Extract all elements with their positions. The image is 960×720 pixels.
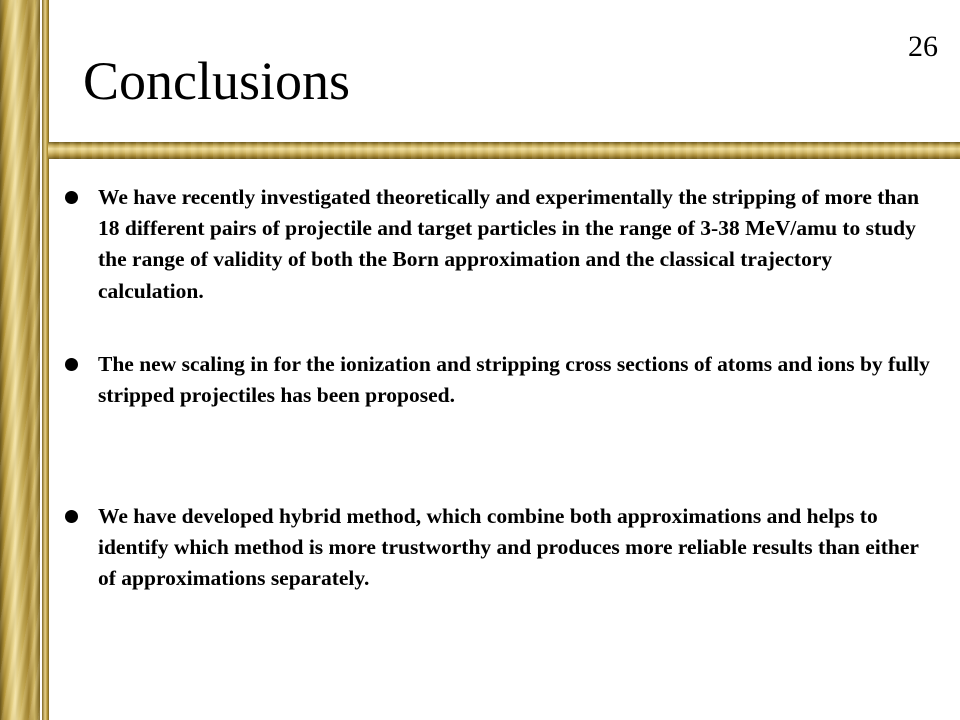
bullet-text: We have recently investigated theoretically and experimentally the stripping of more than 18 different pairs of projectile and target particles in the range of 3-38 MeV/amu to study the range of validity of both the Born approximation and the classical trajectory calculation. <box>98 185 920 303</box>
bullet-icon <box>65 358 78 371</box>
bullet-item <box>62 182 932 307</box>
gold-pillar-wide <box>0 0 40 720</box>
bullet-item <box>62 349 932 411</box>
bullet-icon <box>65 510 78 523</box>
bullet-icon <box>65 191 78 204</box>
bullet-item <box>62 501 932 595</box>
bullet-text: We have developed hybrid method, which combine both approximations and helps to identify which method is more trustworthy and produces more reliable results than either of approximations separately. <box>98 504 919 591</box>
title-divider <box>48 142 960 159</box>
bullet-text: The new scaling in for the ionization and stripping cross sections of atoms and ions by fully stripped projectiles has been proposed. <box>98 351 930 407</box>
conclusions-list <box>62 182 932 595</box>
slide-title: Conclusions <box>83 51 351 111</box>
gold-pillar-narrow <box>42 0 49 720</box>
slide-number: 26 <box>908 30 938 63</box>
